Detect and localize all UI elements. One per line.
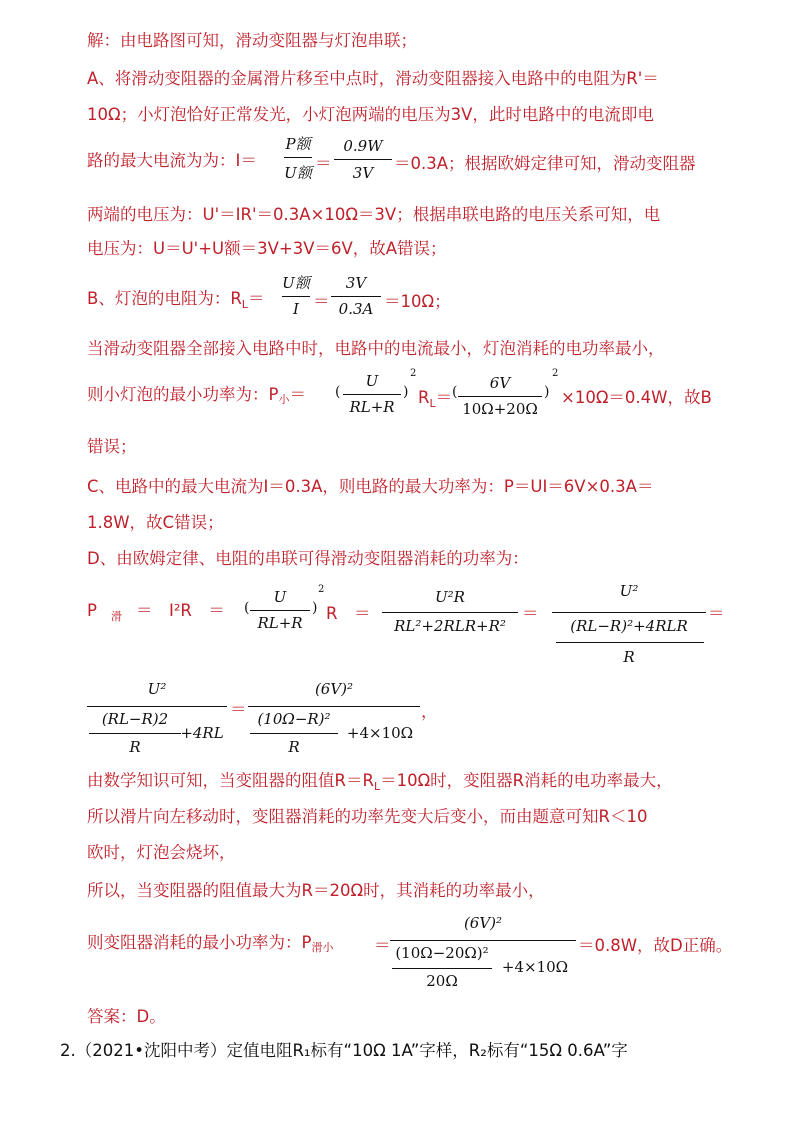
frac-u2-num: U²: [147, 680, 167, 698]
frac-03a-den: 0.3A: [338, 300, 374, 318]
equals: ＝: [522, 604, 539, 623]
solution-intro: 解：由电路图可知，滑动变阻器与灯泡串联；: [87, 31, 417, 50]
paren-open: (: [452, 384, 458, 400]
equals: ＝: [374, 936, 391, 955]
part-b-line4: 错误；: [87, 437, 137, 456]
frac-r-den: R: [129, 738, 141, 756]
equals: ＝: [315, 154, 332, 173]
part-a-line1: A、将滑动变阻器的金属滑片移至中点时，滑动变阻器接入电路中的电阻为R'＝: [87, 69, 659, 88]
frac-3v-den: 3V: [352, 164, 374, 182]
plus-4rl: +4RL: [180, 724, 224, 742]
frac-bar: [552, 612, 706, 613]
superscript-2: 2: [552, 368, 559, 379]
part-b-line3b: $R_L=$: [418, 388, 453, 410]
frac-20-den: 20Ω: [426, 972, 458, 990]
paren-open: (: [335, 384, 341, 400]
frac-pe-num: P额: [285, 135, 311, 153]
frac-u-num: U: [365, 372, 379, 390]
part-d-result: ＝0.8W，故D正确。: [578, 936, 733, 955]
frac-bar: [556, 642, 704, 643]
frac-bar: [382, 612, 518, 613]
paren-open: (: [244, 600, 250, 616]
equals: ＝: [313, 292, 330, 311]
paren-close: ): [544, 384, 550, 400]
part-d-line1: D、由欧姆定律、电阻的串联可得滑动变阻器消耗的功率为：: [87, 549, 529, 568]
frac-r-den: R: [623, 648, 635, 666]
frac-pe-den: U额: [284, 164, 312, 182]
equals: ＝: [230, 700, 247, 719]
part-a-line5: 电压为：U＝U'+U额＝3V+3V＝6V，故A错误；: [87, 239, 447, 258]
frac-10r-den: (10Ω−R)²: [257, 710, 331, 728]
equals: ＝: [708, 604, 725, 623]
frac-bar: [282, 296, 310, 297]
frac-r-den: R: [288, 738, 300, 756]
part-a-line3c: ＝0.3A；根据欧姆定律可知，滑动变阻器: [394, 154, 696, 173]
frac-30-den: 10Ω+20Ω: [462, 400, 538, 418]
plus-40: +4×10Ω: [501, 958, 569, 976]
frac-rlr-den: RL+R: [349, 398, 395, 416]
frac-bar: [87, 706, 227, 707]
frac-6v2-num: (6V)²: [314, 680, 354, 698]
part-b-line1a: B、灯泡的电阻为：$R_L=$: [87, 289, 265, 311]
frac-09w-num: 0.9W: [343, 137, 383, 155]
plus-40: +4×10Ω: [346, 724, 414, 742]
part-d-line7a: 则变阻器消耗的最小功率为：P滑小: [87, 933, 334, 954]
frac-bar: [458, 396, 542, 397]
frac-u2-num: U²: [619, 582, 639, 600]
frac-bar: [250, 610, 310, 611]
answer: 答案：D。: [87, 1007, 166, 1026]
frac-bar: [392, 968, 492, 969]
part-d-line6: 所以，当变阻器的阻值最大为R＝20Ω时，其消耗的功率最小，: [87, 881, 545, 900]
part-d-line5: 欧时，灯泡会烧坏，: [87, 843, 236, 862]
frac-bar: [331, 296, 381, 297]
frac-bar: [89, 733, 181, 734]
frac-6v-num: 6V: [489, 374, 511, 392]
frac-1020-den: (10Ω−20Ω)²: [395, 944, 489, 962]
part-b-result: ＝10Ω；: [384, 292, 451, 311]
question-2: 2.（2021•沈阳中考）定值电阻R₁标有“10Ω 1A”字样，R₂标有“15Ω 0.6A”字: [60, 1041, 628, 1060]
part-b-line2: 当滑动变阻器全部接入电路中时，电路中的电流最小，灯泡消耗的电功率最小，: [87, 339, 665, 358]
frac-sq-den: (RL−R)²+4RLR: [570, 617, 688, 635]
part-b-line3c: ×10Ω＝0.4W，故B: [561, 388, 712, 407]
part-d-line4: 所以滑片向左移动时，变阻器消耗的功率先变大后变小，而由题意可知R＜10: [87, 807, 648, 826]
frac-bar: [334, 159, 392, 160]
frac-bar: [250, 733, 338, 734]
paren-close: ): [403, 384, 409, 400]
frac-bar: [284, 157, 312, 158]
frac-bar: [343, 394, 401, 395]
frac-rlr-den: RL+R: [257, 614, 303, 632]
part-c-line1: C、电路中的最大电流为I＝0.3A，则电路的最大功率为：P＝UI＝6V×0.3A＝: [87, 477, 654, 496]
part-d-line2a: P $_滑$ ＝ I²R ＝: [87, 601, 225, 623]
frac-bar: [390, 940, 576, 941]
part-a-line4: 两端的电压为：U'＝IR'＝0.3A×10Ω＝3V；根据串联电路的电压关系可知，电: [87, 205, 661, 224]
part-c-line2: 1.8W，故C错误；: [87, 513, 224, 532]
frac-expand-den: RL²+2RLR+R²: [394, 617, 506, 635]
frac-u-num: U: [273, 588, 287, 606]
frac-6v2-num: (6V)²: [463, 914, 503, 932]
superscript-2: 2: [318, 584, 325, 595]
part-b-line3a: 则小灯泡的最小功率为：P小＝: [87, 385, 306, 406]
frac-ue-num: U额: [282, 274, 310, 292]
frac-rlr2-den: (RL−R)2: [101, 710, 169, 728]
frac-bar: [248, 706, 420, 707]
part-d-line2b: R ＝: [326, 604, 371, 623]
frac-3v-num: 3V: [345, 274, 367, 292]
superscript-2: 2: [410, 368, 417, 379]
part-a-line2: 10Ω；小灯泡恰好正常发光，小灯泡两端的电压为3V，此时电路中的电流即电: [87, 105, 654, 124]
frac-u2r-num: U²R: [435, 588, 465, 606]
frac-i-den: I: [293, 300, 299, 318]
paren-close: ): [312, 600, 318, 616]
part-d-line3: 由数学知识可知，当变阻器的阻值$R=R_L=10\Omega$时，变阻器R消耗的电功率最大，: [87, 771, 673, 793]
comma: ，: [421, 702, 438, 721]
part-a-line3a: 路的最大电流为为：I＝: [87, 151, 257, 170]
